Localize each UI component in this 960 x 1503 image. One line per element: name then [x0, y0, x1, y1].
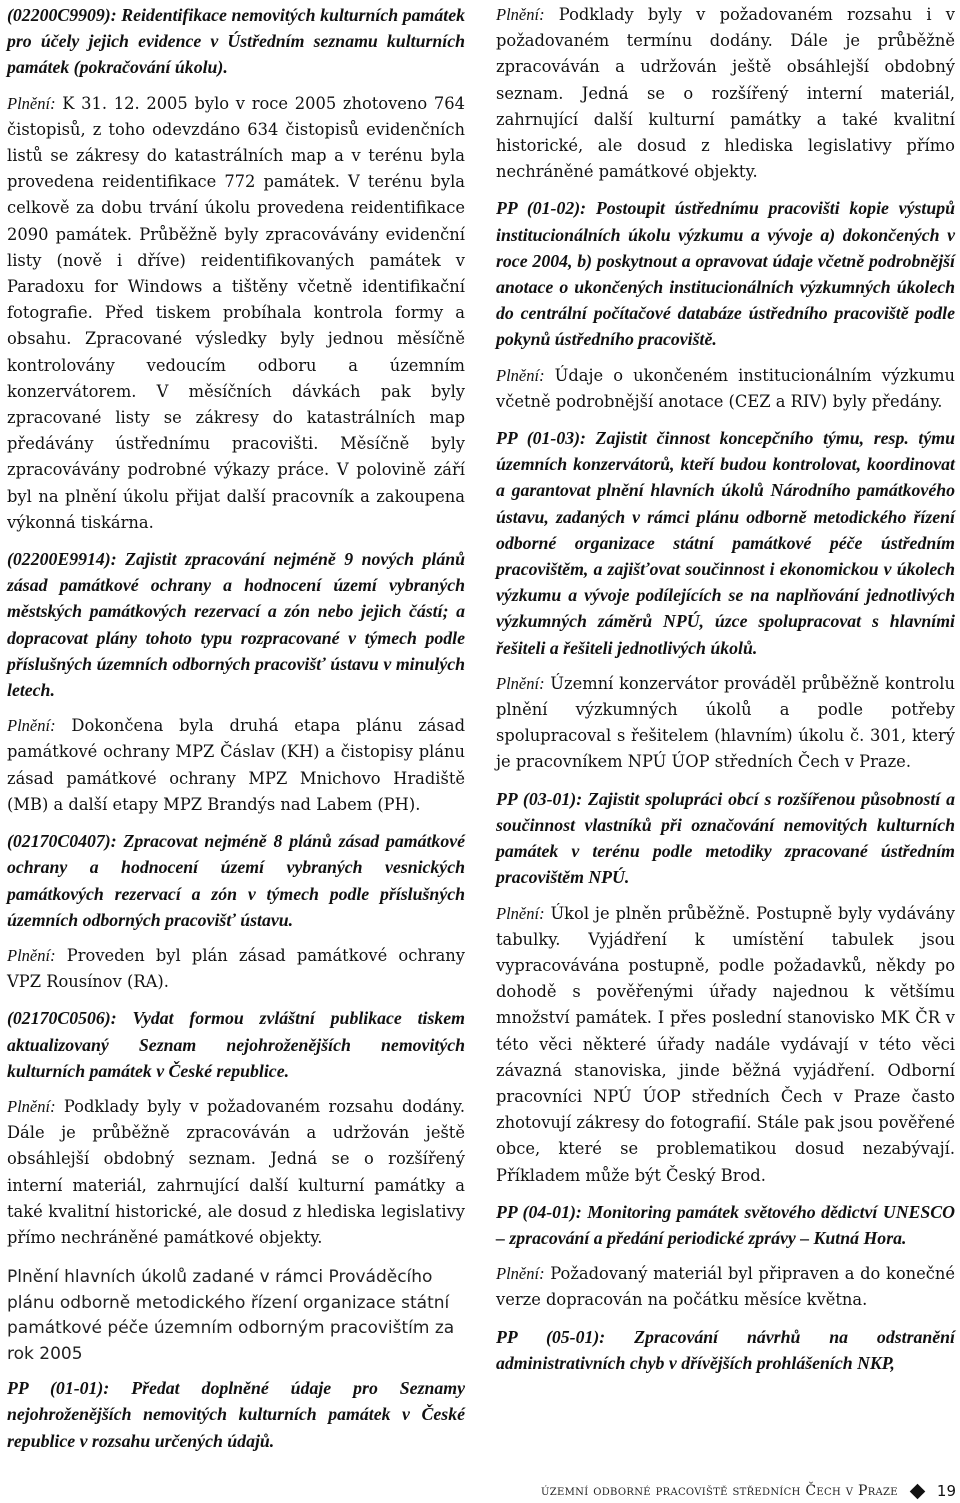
task-heading: PP (05-01): Zpracování návrhů na odstranění administrativních chyb v dřívějších prohlášeních NKP,	[496, 1326, 955, 1373]
fulfillment-paragraph	[496, 901, 955, 1189]
task-heading: PP (03-01): Zajistit spolupráci obcí s rozšířenou působností a součinnost vlastníků při označování nemovitých kulturních památek v terénu podle metodiky zpracované ústředním pracovištěm NPÚ.	[496, 788, 955, 888]
task-heading: (02170C0506): Vydat formou zvláštní publikace tiskem aktualizovaný Seznam nejohroženějších nemovitých kulturních památek v České republice.	[7, 1008, 465, 1081]
fulfillment-paragraph	[7, 713, 465, 818]
fulfillment-paragraph	[496, 671, 955, 776]
task-heading: (02200E9914): Zajistit zpracování nejméně 9 nových plánů zásad památkové ochrany a hodnocení území vybraných městských památkových rezervací a zón nebo jejich částí; a dopracovat plány tohoto typu rozpracované v týmech podle příslušných územních odborných pracovišť ústavu v minulých letech.	[7, 549, 465, 701]
fulfillment-text: K 31. 12. 2005 bylo v roce 2005 zhotoveno 764 čistopisů, z toho odevzdáno 634 čistopisů evidenčních listů se zákresy do katastrálních map a v terénu byla provedena reidentifikace 772 památek. V terénu byla celkově za dobu trvání úkolu provedena reidentifikace 2090 památek. Průběžně byly zpracovávány evidenční listy (nově i dříve) reidentifikovaných památek v Paradoxu for Windows a tištěny včetně identifikační fotografie. Před tiskem probíhala kontrola formy a obsahu. Zpracované výsledky byly jednou měsíčně kontrolovány vedoucím odboru a územním konzervátorem. V měsíčních dávkách pak byly zpracované listy se zákresy do katastrálních map předávány ústřednímu pracovišti. Měsíčně byly zpracovávány podrobné výkazy práce. V polovině září byl na plnění úkolu přijat další pracovník a zakoupena výkonná tiskárna.	[7, 93, 465, 532]
section-title: Plnění hlavních úkolů zadané v rámci Prováděcího plánu odborně metodického řízení organizace státní památkové péče územním odborným pracovištím za rok 2005	[7, 1267, 455, 1364]
page-footer	[520, 1479, 960, 1503]
page-number: 19	[936, 1482, 956, 1500]
fulfillment-label: Plnění:	[7, 945, 56, 965]
fulfillment-text: Proveden byl plán zásad památkové ochrany VPZ Rousínov (RA).	[7, 945, 465, 992]
right-column	[496, 2, 955, 1386]
fulfillment-text: Podklady byly v požadovaném rozsahu i v požadovaném termínu dodány. Dále je průběžně zpracováván a udržován ještě obsáhlejší obdobný seznam. Jedná se o rozšířený interní materiál, zahrnující další kulturní památky a také kvalitní historické, ale dosud z hlediska legislativy přímo nechráněné památkové objekty.	[496, 5, 955, 182]
task-heading: PP (04-01): Monitoring památek světového dědictví UNESCO – zpracování a předání periodické zprávy – Kutná Hora.	[496, 1201, 955, 1248]
fulfillment-label: Plnění:	[496, 5, 545, 24]
task-heading: PP (01-01): Předat doplněné údaje pro Seznamy nejohroženějších nemovitých kulturních památek v České republice v rozsahu určených údajů.	[7, 1378, 465, 1451]
fulfillment-text: Údaje o ukončeném institucionálním výzkumu včetně podrobnější anotace (CEZ a RIV) byly předány.	[496, 365, 955, 411]
fulfillment-paragraph	[496, 2, 955, 185]
task-heading: PP (01-03): Zajistit činnost koncepčního týmu, resp. týmu územních konzervátorů, kteří budou kontrolovat, koordinovat a garantovat plnění hlavních úkolů Národního památkového ústavu, zadaných v rámci plánu odborně metodického řízení odborné organizace státní památkové péče ústředním pracovištěm, a zajišťovat součinnost i ekonomickou v úkolech výzkumu a vývoje podílejících se na naplňování jednotlivých výzkumných záměrů NPÚ, úzce spolupracovat s hlavními řešiteli a řešiteli jednotlivých úkolů.	[496, 428, 955, 658]
fulfillment-label: Plnění:	[496, 673, 545, 693]
footer-institution: územní odborné pracoviště středních Čech v Praze	[541, 1483, 898, 1499]
fulfillment-paragraph	[496, 363, 955, 415]
fulfillment-text: Požadovaný materiál byl připraven a do konečné verze dopracován na počátku měsíce května.	[496, 1264, 955, 1310]
fulfillment-label: Plnění:	[7, 93, 56, 113]
task-heading: (02200C9909): Reidentifikace nemovitých kulturních památek pro účely jejich evidence v Ústředním seznamu kulturních památek (pokračování úkolu).	[7, 5, 465, 78]
task-heading: PP (01-02): Postoupit ústřednímu pracovišti kopie výstupů institucionálních úkolu výzkumu a vývoje a) dokončených v roce 2004, b) poskytnout a opravovat údaje včetně podrobnější anotace o ukončených institucionálních výzkumných úkolech do centrální počítačové databáze ústředního pracoviště podle pokynů ústředního pracoviště.	[496, 198, 955, 350]
fulfillment-label: Plnění:	[7, 1096, 56, 1116]
fulfillment-paragraph	[7, 943, 465, 995]
fulfillment-text: Územní konzervátor prováděl průběžně kontrolu plnění výzkumných úkolů a podle potřeby spolupracoval s řešitelem (hlavním) úkolu č. 301, který je pracovníkem NPÚ ÚOP středních Čech v Praze.	[496, 673, 955, 772]
left-column	[7, 2, 465, 1464]
fulfillment-text: Dokončena byla druhá etapa plánu zásad památkové ochrany MPZ Čáslav (KH) a čistopisy plánu zásad památkové ochrany MPZ Mnichovo Hradiště (MB) a další etapy MPZ Brandýs nad Labem (PH).	[7, 716, 465, 814]
task-heading: (02170C0407): Zpracovat nejméně 8 plánů zásad památkové ochrany a hodnocení území vybraných vesnických památkových rezervací a zón v týmech podle příslušných územních odborných pracovišť ústavu.	[7, 831, 465, 930]
fulfillment-paragraph	[7, 1094, 465, 1251]
fulfillment-label: Plnění:	[7, 716, 56, 736]
fulfillment-label: Plnění:	[496, 365, 545, 385]
fulfillment-text: Podklady byly v požadovaném rozsahu dodány. Dále je průběžně zpracováván a udržován ještě obsáhlejší obdobný seznam. Jedná se o rozšířený interní materiál, zahrnující další kulturní památky a také kvalitní historické, ale dosud z hlediska legislativy přímo nechráněné památkové objekty.	[7, 1096, 465, 1247]
fulfillment-paragraph	[7, 91, 465, 536]
fulfillment-label: Plnění:	[496, 1264, 545, 1284]
diamond-icon	[910, 1483, 926, 1499]
fulfillment-paragraph	[496, 1261, 955, 1313]
fulfillment-label: Plnění:	[496, 903, 545, 923]
fulfillment-text: Úkol je plněn průběžně. Postupně byly vydávány tabulky. Vyjádření k umístění tabulek jsou vypracovávána postupně, podle požadavků, někdy po dohodě s pověřenými úřady najednou k většímu množství památek. I přes poslední stanovisko MK ČR v této věci některé úřady nadále vydávají v této věci závazná stanoviska, jinde běžná vyjádření. Odborní pracovníci NPÚ ÚOP středních Čech v Praze často zhotovují zákresy do fotografií. Stále pak jsou pověřené obce, které se problematikou dosud nezabývají. Příkladem může být Český Brod.	[496, 903, 955, 1185]
